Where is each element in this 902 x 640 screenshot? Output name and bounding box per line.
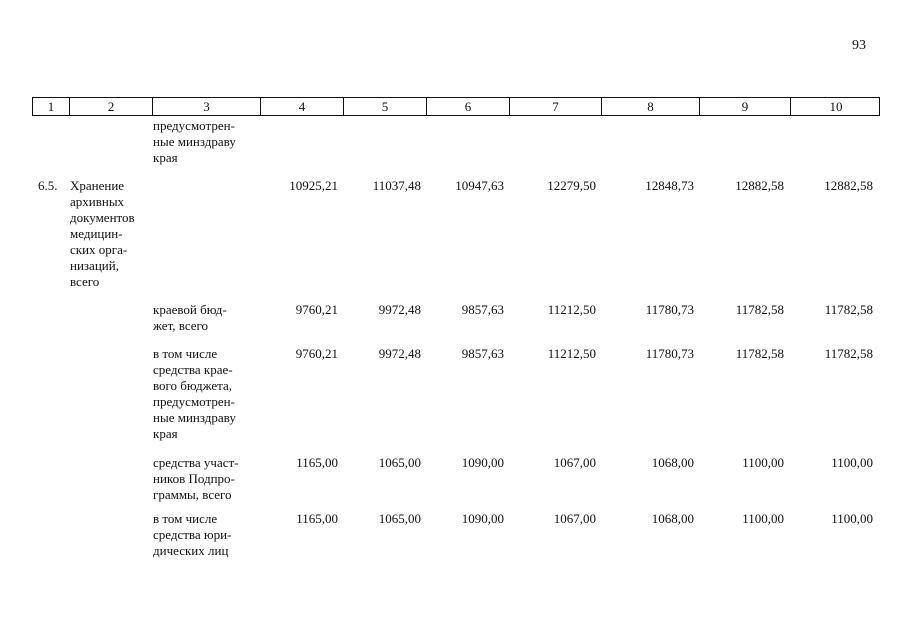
section-value-col8: 12848,73 xyxy=(645,178,694,193)
table-cell: 11782,58 xyxy=(824,346,873,361)
header-col-10: 10 xyxy=(790,98,881,115)
table-cell: 1090,00 xyxy=(461,511,504,526)
table-cell: 9972,48 xyxy=(378,302,421,317)
table-cell: 1065,00 xyxy=(378,455,421,470)
table-cell: 9760,21 xyxy=(295,302,338,317)
table-cell: 1100,00 xyxy=(831,455,873,470)
section-value-col9: 12882,58 xyxy=(735,178,784,193)
table-cell: 11782,58 xyxy=(824,302,873,317)
section-value-col4: 10925,21 xyxy=(289,178,338,193)
section-value-col7: 12279,50 xyxy=(547,178,596,193)
section-value-col10: 12882,58 xyxy=(824,178,873,193)
table-cell: 11780,73 xyxy=(645,302,694,317)
page-number: 93 xyxy=(852,38,866,53)
table-cell: 9857,63 xyxy=(461,346,504,361)
table-cell: 11212,50 xyxy=(547,346,596,361)
section-title: Хранение архивных документов медицин- ских орга- низаций, всего xyxy=(70,178,135,289)
table-cell: 1065,00 xyxy=(378,511,421,526)
table-cell: 9857,63 xyxy=(461,302,504,317)
table-cell: 1067,00 xyxy=(553,511,596,526)
table-cell: 11212,50 xyxy=(547,302,596,317)
table-header-row xyxy=(32,97,880,116)
table-cell: 9760,21 xyxy=(295,346,338,361)
table-cell: 9972,48 xyxy=(378,346,421,361)
table-cell: 1068,00 xyxy=(651,455,694,470)
table-cell: 1100,00 xyxy=(742,511,784,526)
header-col-6: 6 xyxy=(426,98,509,115)
header-col-3: 3 xyxy=(152,98,260,115)
row-description: в том числе средства крае- вого бюджета, предусмотрен- ные минздраву края xyxy=(153,346,236,441)
header-col-4: 4 xyxy=(260,98,343,115)
table-cell: 1165,00 xyxy=(296,455,338,470)
table-cell: 1068,00 xyxy=(651,511,694,526)
row-description: средства участ- ников Подпро- граммы, всего xyxy=(153,455,239,502)
header-col-8: 8 xyxy=(601,98,699,115)
table-cell: 11782,58 xyxy=(735,346,784,361)
header-col-7: 7 xyxy=(509,98,601,115)
section-number: 6.5. xyxy=(38,178,58,193)
table-cell: 1100,00 xyxy=(742,455,784,470)
continued-description: предусмотрен- ные минздраву края xyxy=(153,118,236,165)
table-cell: 1100,00 xyxy=(831,511,873,526)
header-col-5: 5 xyxy=(343,98,426,115)
table-cell: 11780,73 xyxy=(645,346,694,361)
table-cell: 1165,00 xyxy=(296,511,338,526)
section-value-col5: 11037,48 xyxy=(372,178,421,193)
table-cell: 11782,58 xyxy=(735,302,784,317)
row-description: краевой бюд- жет, всего xyxy=(153,302,227,333)
table-cell: 1090,00 xyxy=(461,455,504,470)
table-cell: 1067,00 xyxy=(553,455,596,470)
section-value-col6: 10947,63 xyxy=(455,178,504,193)
header-col-1: 1 xyxy=(47,99,55,114)
header-col-9: 9 xyxy=(699,98,790,115)
row-description: в том числе средства юри- дических лиц xyxy=(153,511,232,558)
header-col-2: 2 xyxy=(69,98,152,115)
